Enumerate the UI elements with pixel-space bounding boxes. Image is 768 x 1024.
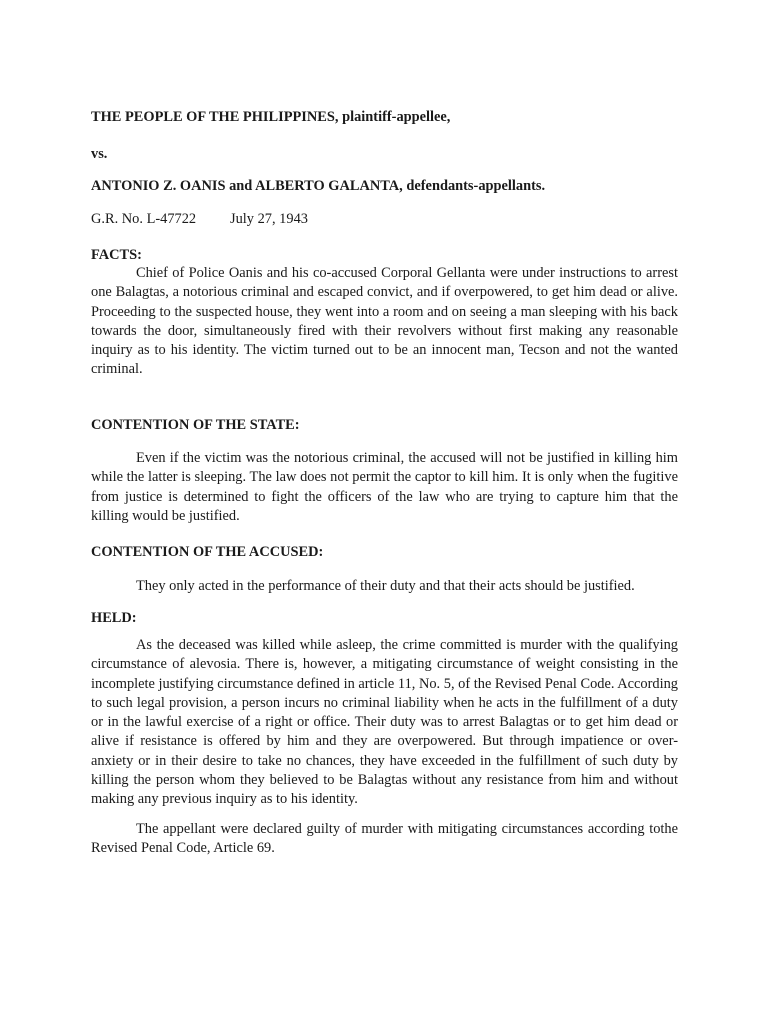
defendants-line: ANTONIO Z. OANIS and ALBERTO GALANTA, defendants-appellants. [91,178,546,194]
held-paragraph-1: As the deceased was killed while asleep, the crime committed is murder with the qualifying circumstance of alevosia. There is, however, a mitigating circumstance of weight consisting in the incomplete justifying circumstance defined in article 11, No. 5, of the Revised Penal Code. According to such legal provision, a person incurs no criminal liability when he acts in the fulfillment of a duty or in the lawful exercise of a right or office. Their duty was to arrest Balagtas or to get him dead or alive if resistance is offered by him and they are overpowered. But through impatience or over-anxiety or in their desire to take no chances, they have exceeded in the fulfillment of such duty by killing the person whom they believed to be Balagtas without any resistance from him and without making any previous inquiry as to his identity. [91,637,678,808]
plaintiff-line: THE PEOPLE OF THE PHILIPPINES, plaintiff-appellee, [91,109,451,125]
accused-contention-paragraph: They only acted in the performance of their duty and that their acts should be justified. [136,578,635,594]
state-contention-paragraph: Even if the victim was the notorious criminal, the accused will not be justified in killing him while the latter is sleeping. The law does not permit the captor to kill him. It is only when the fugitive from justice is determined to fight the officers of the law who are trying to capture him that the killing would be justified. [91,450,678,524]
held-paragraph-2: The appellant were declared guilty of murder with mitigating circumstances according tothe Revised Penal Code, Article 69. [91,821,678,857]
facts-heading: FACTS: [91,247,142,263]
state-contention-heading: CONTENTION OF THE STATE: [91,417,300,433]
document-page [91,0,678,1024]
held-heading: HELD: [91,610,137,626]
case-number-line [91,210,308,229]
case-date: July 27, 1943 [230,211,308,227]
gr-number: G.R. No. L-47722 [91,211,197,227]
accused-contention-heading: CONTENTION OF THE ACCUSED: [91,544,324,560]
facts-paragraph: Chief of Police Oanis and his co-accused Corporal Gellanta were under instructions to arrest one Balagtas, a notorious criminal and escaped convict, and if overpowered, to get him dead or alive. Proceeding to the suspected house, they went into a room and on seeing a man sleeping with his back towards the door, simultaneously fired with their revolvers without first making any reasonable inquiry as to his identity. The victim turned out to be an innocent man, Tecson and not the wanted criminal. [91,265,678,378]
versus-line: vs. [91,146,108,162]
